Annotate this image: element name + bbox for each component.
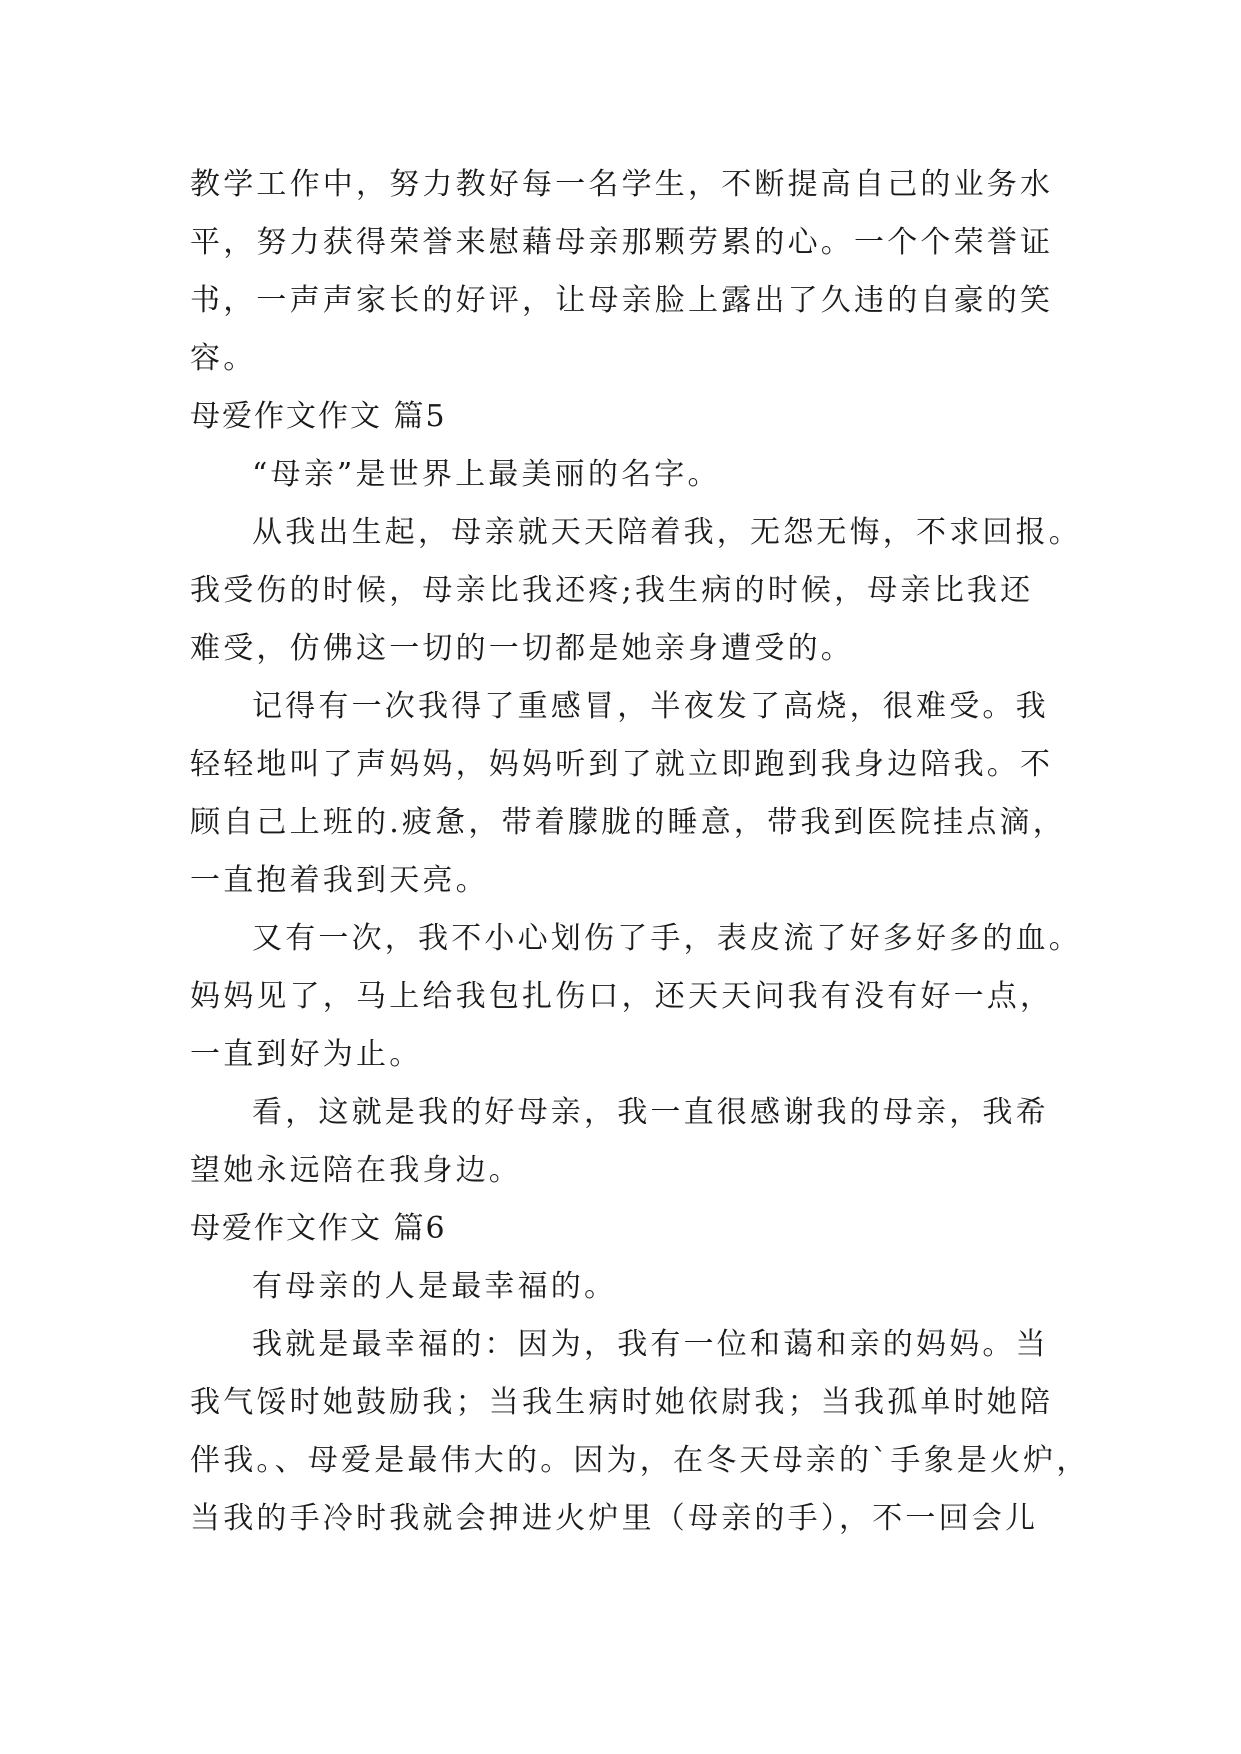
paragraph-first-line: 从我出生起，母亲就天天陪着我，无怨无悔，不求回报。 bbox=[252, 515, 1082, 550]
body-text-line: 书，一声声家长的好评，让母亲脸上露出了久违的自豪的笑 bbox=[190, 283, 1054, 318]
body-text-line: 平，努力获得荣誉来慰藉母亲那颗劳累的心。一个个荣誉证 bbox=[190, 225, 1054, 260]
body-text-line: 妈妈见了，马上给我包扎伤口，还天天问我有没有好一点， bbox=[190, 979, 1054, 1014]
body-text-line: 一直抱着我到天亮。 bbox=[190, 863, 489, 898]
paragraph-first-line: “母亲”是世界上最美丽的名字。 bbox=[252, 457, 721, 492]
paragraph-first-line: 又有一次，我不小心划伤了手，表皮流了好多好多的血。 bbox=[252, 921, 1082, 956]
paragraph-first-line: 记得有一次我得了重感冒，半夜发了高烧，很难受。我 bbox=[252, 689, 1049, 724]
body-text-line: 顾自己上班的.疲惫，带着朦胧的睡意，带我到医院挂点滴， bbox=[190, 805, 1066, 840]
body-text-line: 容。 bbox=[190, 341, 257, 376]
body-text-line: 一直到好为止。 bbox=[190, 1037, 423, 1072]
paragraph-first-line: 有母亲的人是最幸福的。 bbox=[252, 1269, 618, 1304]
body-text-line: 轻轻地叫了声妈妈，妈妈听到了就立即跑到我身边陪我。不 bbox=[190, 747, 1054, 782]
section-heading: 母爱作文作文 篇6 bbox=[190, 1211, 447, 1246]
body-text-line: 当我的手冷时我就会抻进火炉里（母亲的手），不一回会儿 bbox=[190, 1501, 1039, 1536]
section-heading: 母爱作文作文 篇5 bbox=[190, 399, 447, 434]
body-text-line: 望她永远陪在我身边。 bbox=[190, 1153, 522, 1188]
body-text-line: 难受，仿佛这一切的一切都是她亲身遭受的。 bbox=[190, 631, 854, 666]
paragraph-first-line: 我就是最幸福的：因为，我有一位和蔼和亲的妈妈。当 bbox=[252, 1327, 1049, 1362]
body-text-line: 教学工作中，努力教好每一名学生，不断提高自己的业务水 bbox=[190, 167, 1054, 202]
body-text-line: 伴我。、母爱是最伟大的。因为，在冬天母亲的`手象是火炉， bbox=[190, 1443, 1090, 1478]
paragraph-first-line: 看，这就是我的好母亲，我一直很感谢我的母亲，我希 bbox=[252, 1095, 1049, 1130]
body-text-line: 我气馁时她鼓励我；当我生病时她依尉我；当我孤单时她陪 bbox=[190, 1385, 1054, 1420]
body-text-line: 我受伤的时候，母亲比我还疼;我生病的时候，母亲比我还 bbox=[190, 573, 1034, 608]
